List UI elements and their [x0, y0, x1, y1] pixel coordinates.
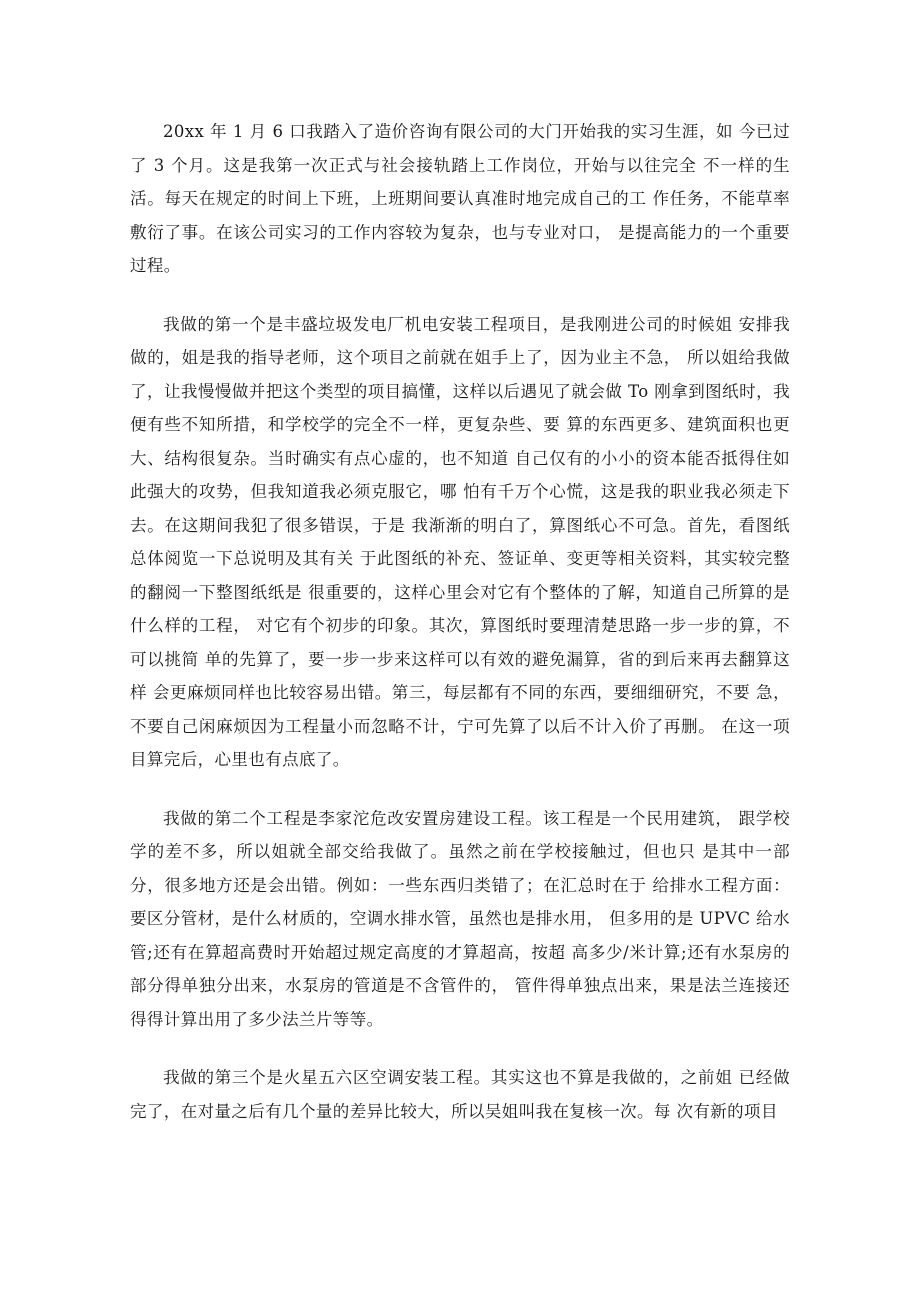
paragraph-first-project: 我做的第一个是丰盛垃圾发电厂机电安装工程项目，是我刚进公司的时候姐 安排我做的，姐是我的指导老师，这个项目之前就在姐手上了，因为业主不急， 所以姐给我做了，让我慢慢做并把这个类型的项目搞懂，这样以后遇见了就会做 To 刚拿到图纸时，我便有些不知所措，和学校学的完全不一样，更复杂些、要 算的东西更多、建筑面积也更大、结构很复杂。当时确实有点心虚的，也不知道 自己仅有的小小的资本能否抵得住如此强大的攻势，但我知道我必须克服它，哪 怕有千万个心慌，这是我的职业我必须走下去。在这期间我犯了很多错误，于是 我渐渐的明白了，算图纸心不可急。首先，看图纸总体阅览一下总说明及其有关 于此图纸的补充、签证单、变更等相关资料，其实较完整的翻阅一下整图纸纸是 很重要的，这样心里会对它有个整体的了解，知道自己所算的是什么样的工程， 对它有个初步的印象。其次，算图纸时要理清楚思路一步一步的算，不可以挑简 单的先算了，要一步一步来这样可以有效的避免漏算，省的到后来再去翻算这样 会更麻烦同样也比较容易出错。第三，每层都有不同的东西，要细细研究，不要 急，不要自己闲麻烦因为工程量小而忽略不计，宁可先算了以后不计入价了再删。 在这一项目算完后，心里也有点底了。 — [130, 314, 790, 769]
document-body — [130, 115, 790, 1153]
paragraph-third-project: 我做的第三个是火星五六区空调安装工程。其实这也不算是我做的，之前姐 已经做完了，在对量之后有几个量的差异比较大，所以吴姐叫我在复核一次。每 次有新的项目 — [130, 1068, 790, 1121]
paragraph-second-project: 我做的第二个工程是李家沱危改安置房建设工程。该工程是一个民用建筑， 跟学校学的差不多，所以姐就全部交给我做了。虽然之前在学校接触过，但也只 是其中一部分，很多地方还是会出错。例如：一些东西归类错了；在汇总时在于 给排水工程方面：要区分管材，是什么材质的，空调水排水管，虽然也是排水用， 但多用的是 UPVC 给水管;还有在算超高费时开始超过规定高度的才算超高，按超 高多少/米计算;还有水泵房的部分得单独分出来，水泵房的管道是不含管件的， 管件得单独点出来，果是法兰连接还得得计算出用了多少法兰片等等。 — [130, 808, 790, 1029]
paragraph-internship-intro: 20xx 年 1 月 6 口我踏入了造价咨询有限公司的大门开始我的实习生涯，如 今已过了 3 个月。这是我第一次正式与社会接轨踏上工作岗位，开始与以往完全 不一样的生活。每天在规定的时间上下班，上班期间要认真准时地完成自己的工 作任务，不能草率敷衍了事。在该公司实习的工作内容较为复杂，也与专业对口， 是提高能力的一个重要过程。 — [130, 122, 790, 275]
